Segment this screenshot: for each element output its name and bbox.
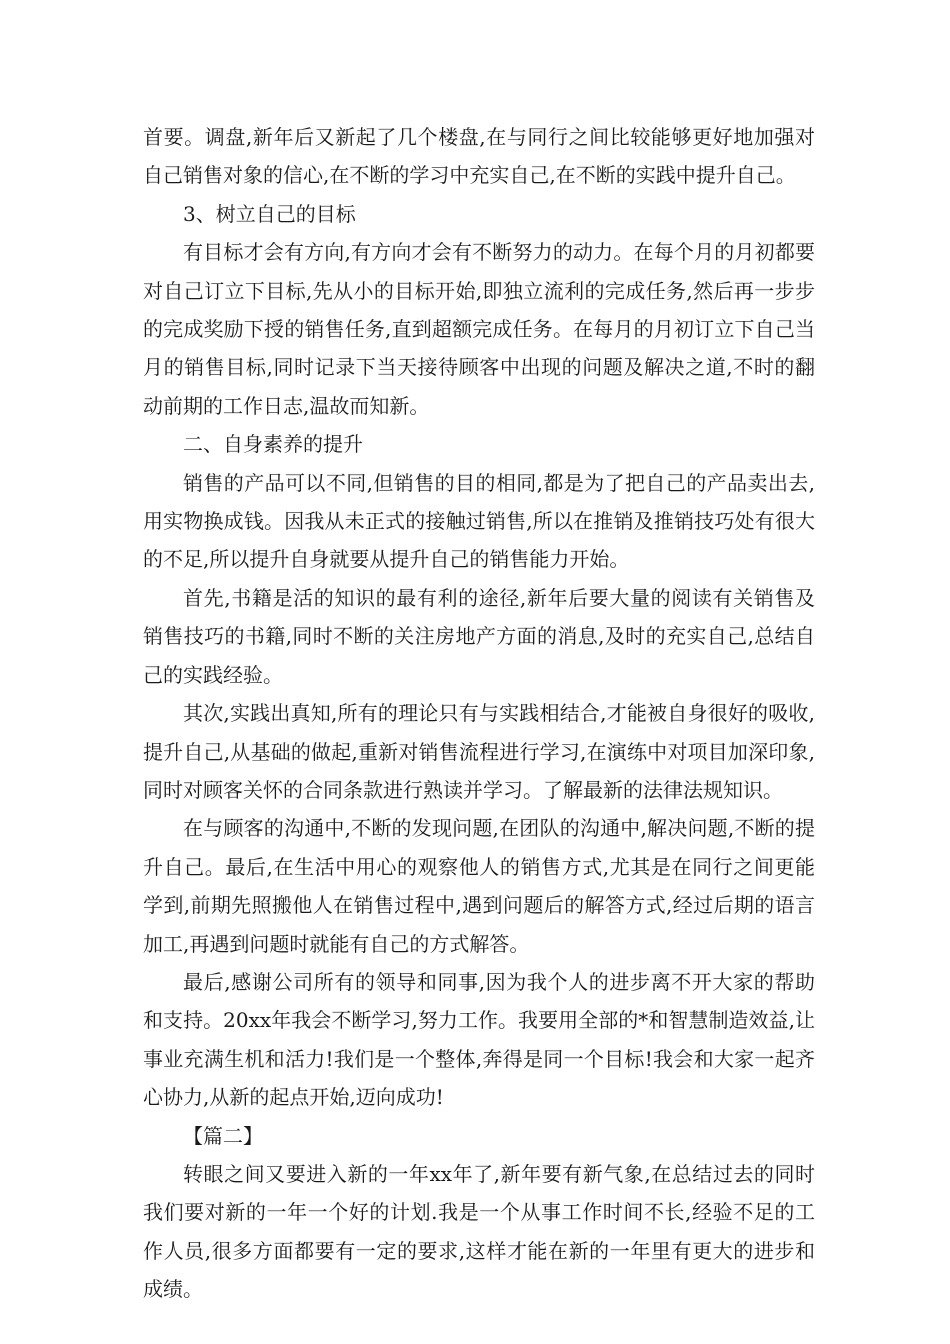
section-heading-part-two: 【篇二】 — [183, 1123, 263, 1148]
paragraph-sales-purpose: 销售的产品可以不同,但销售的目的相同,都是为了把自己的产品卖出去,用实物换成钱。因我从未正式的接触过销售,所以在推销及推销技巧处有很大的不足,所以提升自身就要从提升自己的销售能力开始。 — [143, 470, 815, 572]
paragraph-communication: 在与顾客的沟通中,不断的发现问题,在团队的沟通中,解决问题,不断的提升自己。最后,在生活中用心的观察他人的销售方式,尤其是在同行之间更能学到,前期先照搬他人在销售过程中,遇到问题后的解答方式,经过后期的语言加工,再遇到问题时就能有自己的方式解答。 — [143, 816, 815, 956]
paragraph-goals: 有目标才会有方向,有方向才会有不断努力的动力。在每个月的月初都要对自己订立下目标,先从小的目标开始,即独立流利的完成任务,然后再一步步的完成奖励下授的销售任务,直到超额完成任务。在每月的月初订立下自己当月的销售目标,同时记录下当天接待顾客中出现的问题及解决之道,不时的翻动前期的工作日志,温故而知新。 — [143, 240, 815, 418]
paragraph-new-year-plan: 转眼之间又要进入新的一年xx年了,新年要有新气象,在总结过去的同时我们要对新的一年一个好的计划.我是一个从事工作时间不长,经验不足的工作人员,很多方面都要有一定的要求,这样才能在新的一年里有更大的进步和成绩。 — [143, 1161, 815, 1302]
paragraph-thanks: 最后,感谢公司所有的领导和同事,因为我个人的进步离不开大家的帮助和支持。20xx年我会不断学习,努力工作。我要用全部的*和智慧制造效益,让事业充满生机和活力!我们是一个整体,奔得是同一个目标!我会和大家一起齐心协力,从新的起点开始,迈向成功! — [143, 969, 815, 1110]
paragraph-intro-continuation: 首要。调盘,新年后又新起了几个楼盘,在与同行之间比较能够更好地加强对自己销售对象的信心,在不断的学习中充实自己,在不断的实践中提升自己。 — [143, 125, 815, 188]
section-heading-self-improvement: 二、自身素养的提升 — [183, 432, 363, 457]
section-heading-set-goals: 3、树立自己的目标 — [183, 201, 356, 226]
document-page — [143, 118, 815, 1309]
paragraph-first-books: 首先,书籍是活的知识的最有利的途径,新年后要大量的阅读有关销售及销售技巧的书籍,同时不断的关注房地产方面的消息,及时的充实自己,总结自己的实践经验。 — [143, 585, 815, 687]
paragraph-second-practice: 其次,实践出真知,所有的理论只有与实践相结合,才能被自身很好的吸收,提升自己,从基础的做起,重新对销售流程进行学习,在演练中对项目加深印象,同时对顾客关怀的合同条款进行熟读并学习。了解最新的法律法规知识。 — [143, 701, 815, 802]
